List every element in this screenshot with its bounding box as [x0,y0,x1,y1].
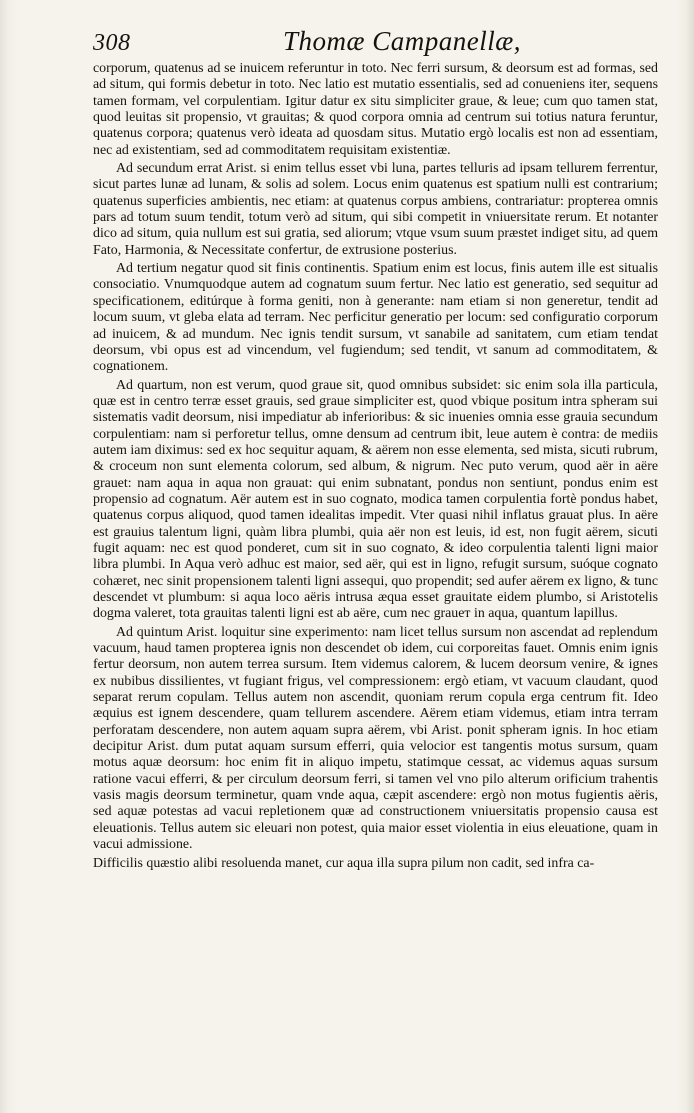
page-left-shadow [0,0,8,1113]
page-number: 308 [93,30,131,56]
paragraph-2: Ad secundum errat Arist. si enim tellus esset vbi luna, partes telluris ad ipsam tellurem ferrentur, sicut partes lunæ ad lunam, & solis ad solem. Locus enim quatenus est spatium nulli est contrarium; quatenus superficies ambientis, nec etiam: at quatenus corpus ambiens, contrariatur: propterea omnis pars ad totum suum tendit, totum verò ad situm, qui sibi competit in vniuersitate rerum. Et notanter dico ad situm, quia nullum est sui gratia, sed aliorum; vtque vsum suum præstet indiget situ, ad quem Fato, Harmonia, & Necessitate confertur, de extrusione posterius. [93,161,658,258]
paragraph-1: corporum, quatenus ad se inuicem referuntur in toto. Nec ferri sursum, & deorsum est ad formas, sed ad situm, qui formis debetur in toto. Nec latio est mutatio essentialis, sed ad conueniens iter, sequens tamen formam, vel corpulentiam. Igitur datur ex situ simpliciter graue, & leue; cum quo tamen stat, quod leuitas sit propensio, vt grauitas; & quod corpora omnia ad centrum sui totius natura feruntur, quatenus corpora; quatenus verò ideata ad quosdam situs. Mutatio ergò localis est non ad essentiam, nec ad existentiam, sed ad commoditatem requisitam existentiæ. [93,61,658,158]
paragraph-4: Ad quartum, non est verum, quod graue sit, quod omnibus subsidet: sic enim sola illa particula, quæ est in centro terræ esset grauis, sed graue simpliciter est, quod vbique positum intra spheram sui sistematis vadit deorsum, nisi impediatur ab inferioribus: & sic inuenies omnia esse grauia secundum corpulentiam: nam si perforetur tellus, omne densum ad centrum ibit, leue autem è contra: de mediis autem iam diximus: sed ex hoc sequitur aquam, & aërem non esse elementa, sed mista, sicuti rubrum, & croceum non sunt elementa colorum, sed album, & nigrum. Nec puto verum, quod aër in aëre grauet: nam aqua in aqua non grauat: qui enim subnatant, pondus non sentiunt, pondus enim est propensio ad cognatum. Aër autem est in suo cognato, modica tamen corpulentia fortè pondus habet, quatenus corpus aliquod, quod tamen idealitas impedit. Vter quasi nihil inflatus grauat plus. In aëre est grauius talentum ligni, quàm libra plumbi, quia aër non est leuis, id est, non fugit aërem, sicuti fugit aquam: nec est quod ponderet, cum sit in suo cognato, & ideo corpulentia talenti ligni maior libra plumbi. In Aqua verò adhuc est maior, sed aër, qui est in ligno, refugit sursum, suóque cognato cohæret, nec sinit propensionem talenti ligni assequi, quo propendit; sed aufer aërem ex ligno, & tunc descendet vt plumbum: si aqua loco aëris intrusa æqua esset grauitate eidem plumbo, si Aristotelis dogma valeret, tota grauitas talenti ligni est ab aëre, cum nec graueт in aqua, quantum lapillus. [93,377,658,622]
page-right-shadow [686,0,694,1113]
paragraph-6: Difficilis quæstio alibi resoluenda manet, cur aqua illa supra pilum non cadit, sed infra ca- [93,855,595,871]
main-text [93,61,658,874]
page-header [93,24,653,64]
paragraph-5: Ad quintum Arist. loquitur sine experimento: nam licet tellus sursum non ascendat ad replendum vacuum, haud tamen propterea ignis non descendet ob idem, cui corporeitas fauet. Omnis enim ignis fertur deorsum, non autem terrea sursum. Item videmus calorem, & lucem deorsum venire, & ignes ex nubibus dissilientes, vt fugiant frigus, vel compressionem: ergò etiam, vt vacuum claudant, quod separat rerum copulam. Tellus autem non ascendit, quoniam rerum copula erga centrum fit. Ideo æquius est ignem descendere, quam tellurem ascendere. Aërem etiam videmus, etiam intra terram perforatam descendere, non autem aquam supra aërem, vbi Arist. ponit spheram ignis. In hoc etiam decipitur Arist. dum putat aquam sursum efferri, quia velocior est tangentis motus sursum, quam motus aquæ deorsum: hoc enim fit in aliquo impetu, statimque cessat, ac videmus aquas sursum ratione vacui efferri, & per circulum deorsum ferri, si tamen vel vno pilo alterum orificium trahentis vasis magis deorsum terminetur, quam vnde aqua, cæpit ascendere: ergò non motus fugientis aëris, sed aquæ potestas ad vacui repletionem quæ ad constructionem vniuersitatis propensio causa est eleuationis. Tellus autem sic eleuari non potest, quia maior esset violentia in eius eleuatione, quam in vacui admissione. [93,624,658,853]
running-head: Thomæ Campanellæ, [283,26,522,56]
paragraph-3: Ad tertium negatur quod sit finis continentis. Spatium enim est locus, finis autem ille est situalis consociatio. Vnumquodque autem ad cognatum suum fertur. Nec latio est generatio, sed sequitur ad specificationem, editúrque à forma geniti, non à generante: nam etiam si non generetur, tendit ad locum suum, vt gleba elata ad terram. Nec perficitur generatio per locum: sed configuratio corporum ad inuicem, & ad mundum. Nec ignis tendit sursum, vt sanabile ad sanitatem, cum etiam tendat deorsum, vbi opus est ad vincendum, vel fugiendum; sed tendit, vt sanum ad commoditatem, & cognationem. [93,261,658,375]
